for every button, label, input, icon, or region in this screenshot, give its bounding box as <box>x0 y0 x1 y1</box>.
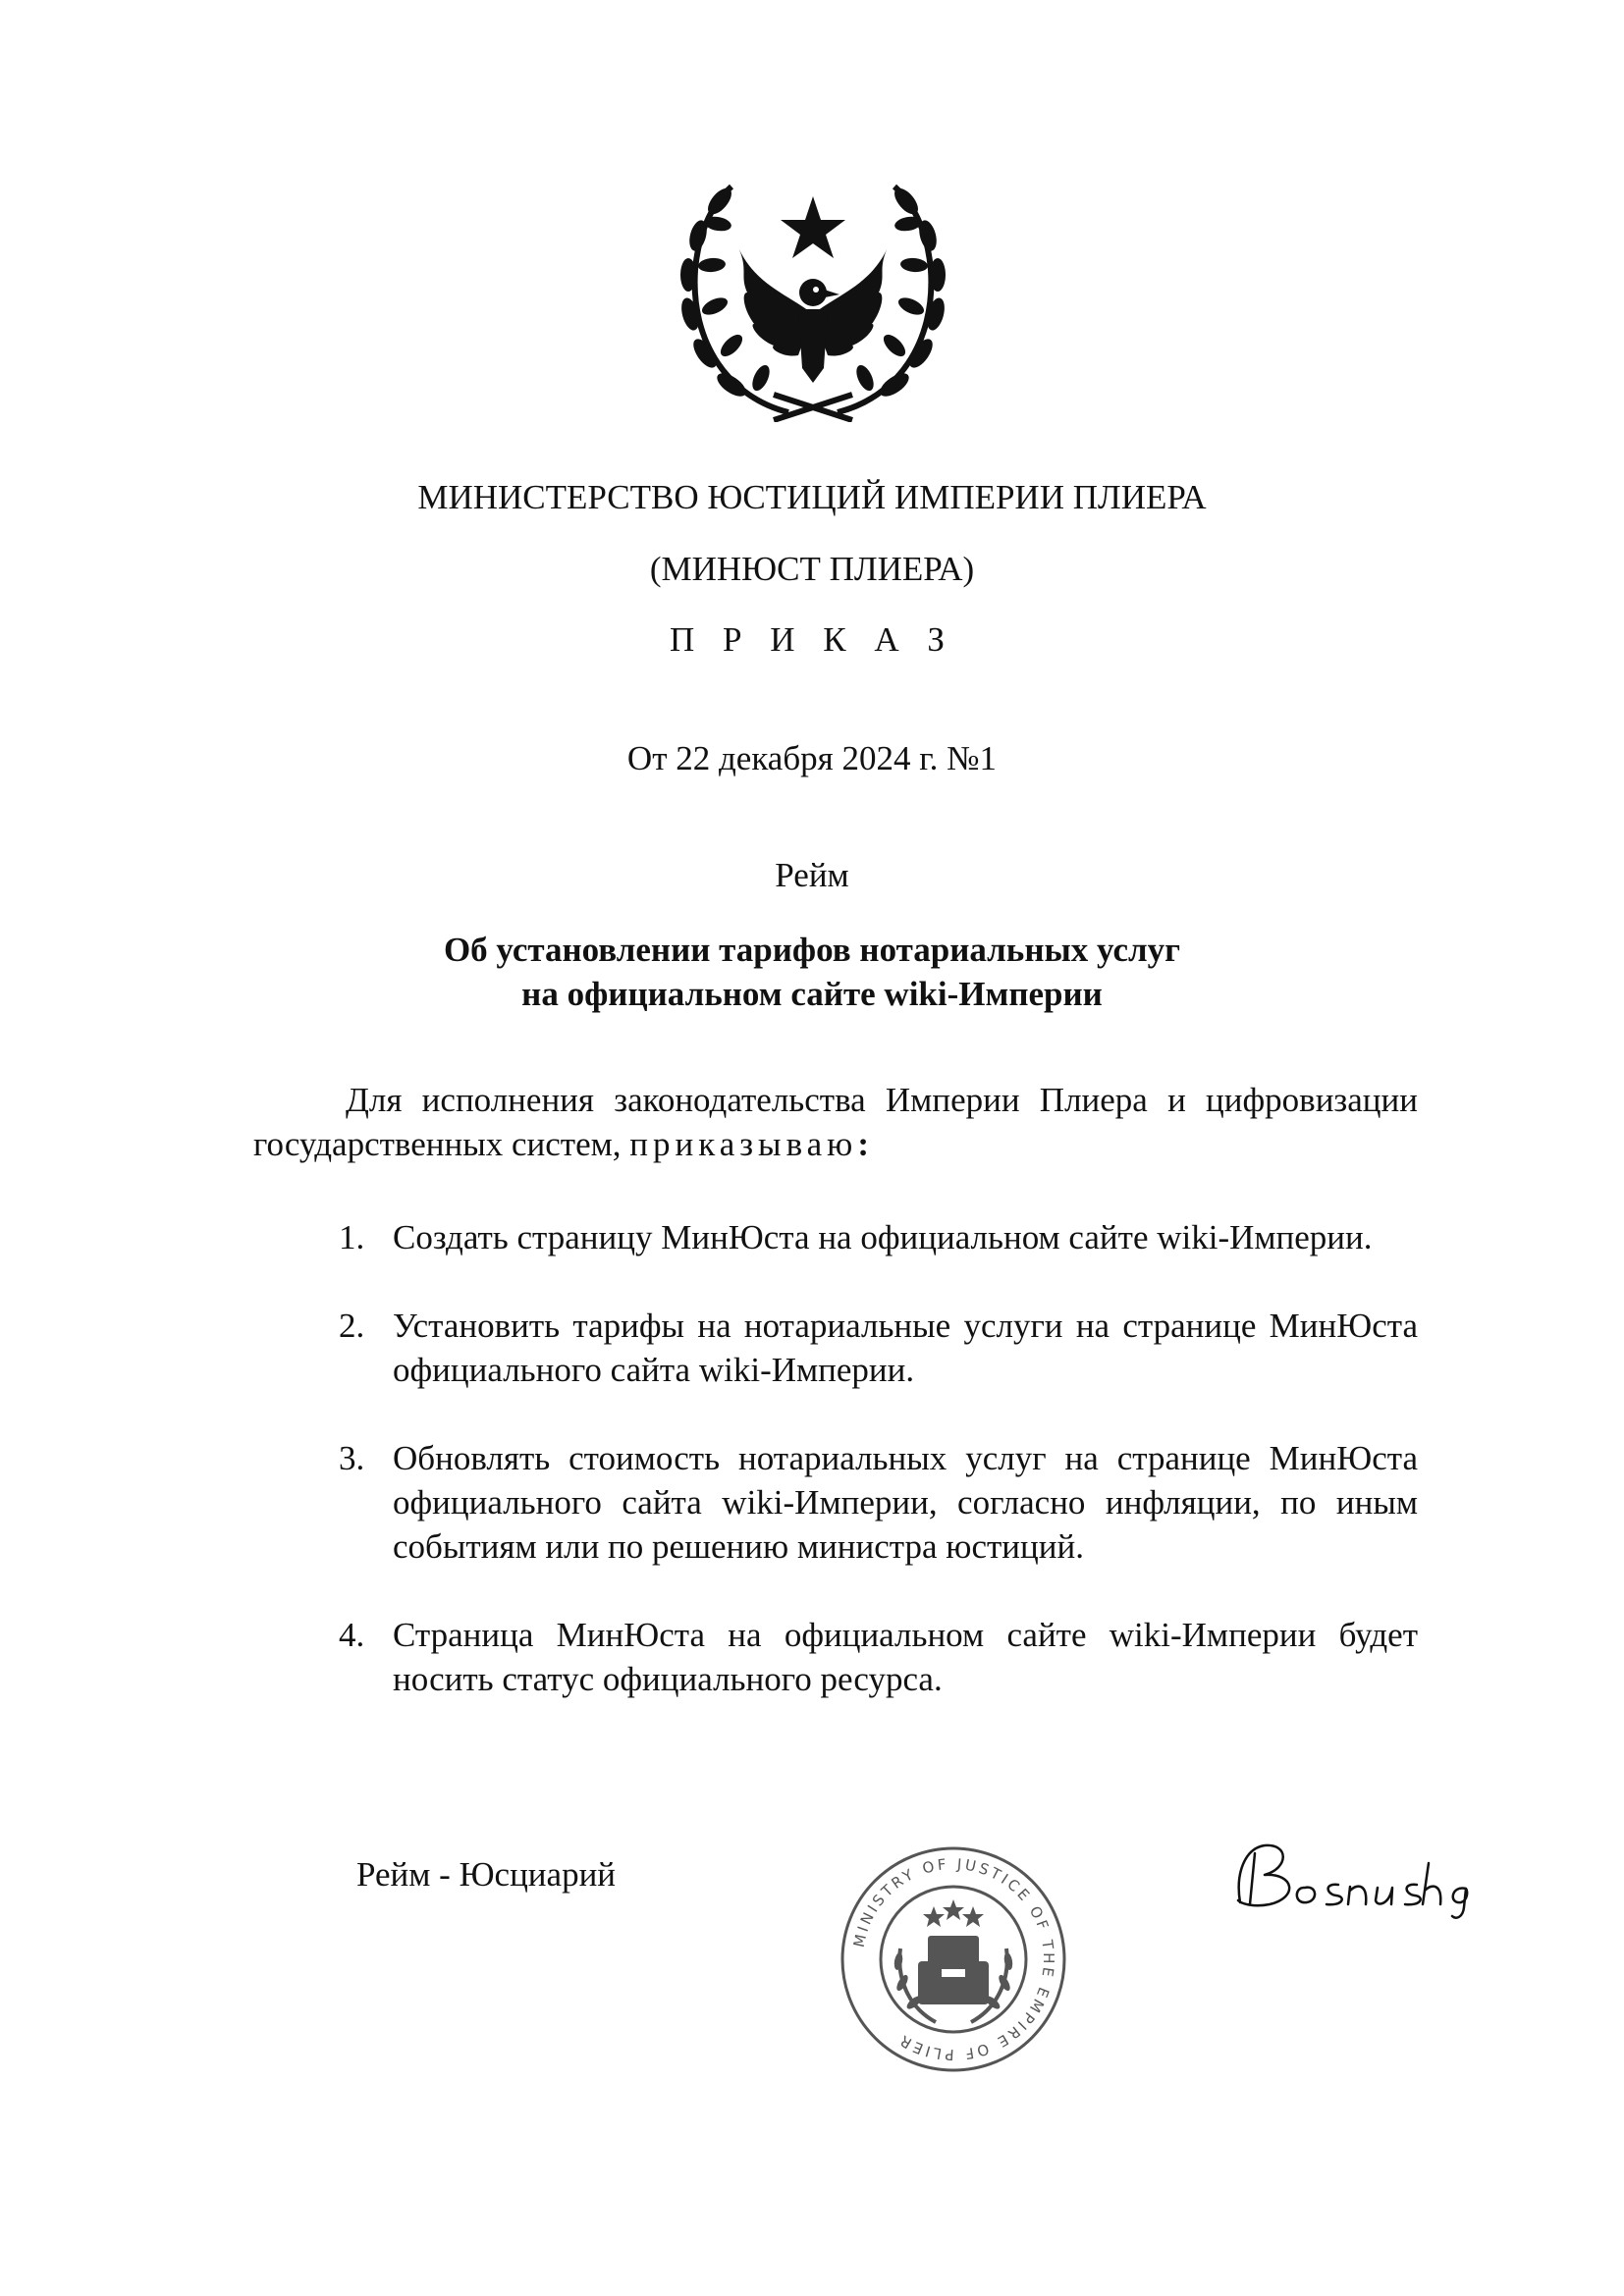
eagle-emblem-icon <box>671 177 955 422</box>
document-type: П Р И К А З <box>670 620 954 659</box>
document-title <box>0 928 1624 1016</box>
ministry-short-name: (МИНЮСТ ПЛИЕРА) <box>649 550 975 588</box>
list-item-number: 3. <box>339 1439 365 1477</box>
list-item-number: 2. <box>339 1307 365 1345</box>
directive-colon: : <box>857 1125 869 1163</box>
ministry-seal-icon <box>839 1845 1067 2073</box>
signer-title: Рейм - Юсциарий <box>356 1855 617 1894</box>
list-item-number: 1. <box>339 1218 365 1256</box>
svg-text:MINISTRY OF JUSTICE OF THE EMP: MINISTRY OF JUSTICE OF THE EMPIRE OF PLIER <box>849 1854 1058 2064</box>
list-item-text: Установить тарифы на нотариальные услуги на странице МинЮста официального сайта wiki-Империи. <box>393 1307 1418 1389</box>
list-item <box>339 1304 1418 1392</box>
title-line-1: Об установлении тарифов нотариальных услуг <box>443 931 1181 969</box>
list-item-text: Обновлять стоимость нотариальных услуг на странице МинЮста официального сайта wiki-Империи, согласно инфляции, по иным событиям или по решению министра юстиций. <box>393 1439 1418 1566</box>
list-item-number: 4. <box>339 1616 365 1654</box>
city: Рейм <box>775 856 849 894</box>
intro-text: Для исполнения законодательства Империи Плиера и цифровизации государственных систем, <box>253 1081 1418 1163</box>
list-item <box>339 1613 1418 1701</box>
directive-word: приказываю <box>629 1125 858 1163</box>
list-item <box>339 1436 1418 1569</box>
ministry-name: МИНИСТЕРСТВО ЮСТИЦИЙ ИМПЕРИИ ПЛИЕРА <box>417 478 1207 516</box>
list-item-text: Создать страницу МинЮста на официальном сайте wiki-Империи. <box>393 1218 1373 1256</box>
order-items-list <box>339 1215 1418 1745</box>
date-and-number: От 22 декабря 2024 г. №1 <box>626 739 998 777</box>
list-item <box>339 1215 1418 1259</box>
title-line-2: на официальном сайте wiki-Империи <box>521 975 1103 1013</box>
handwritten-signature-icon <box>1220 1834 1476 1922</box>
intro-paragraph <box>253 1078 1418 1166</box>
list-item-text: Страница МинЮста на официальном сайте wiki-Империи будет носить статус официального ресурса. <box>393 1616 1418 1698</box>
